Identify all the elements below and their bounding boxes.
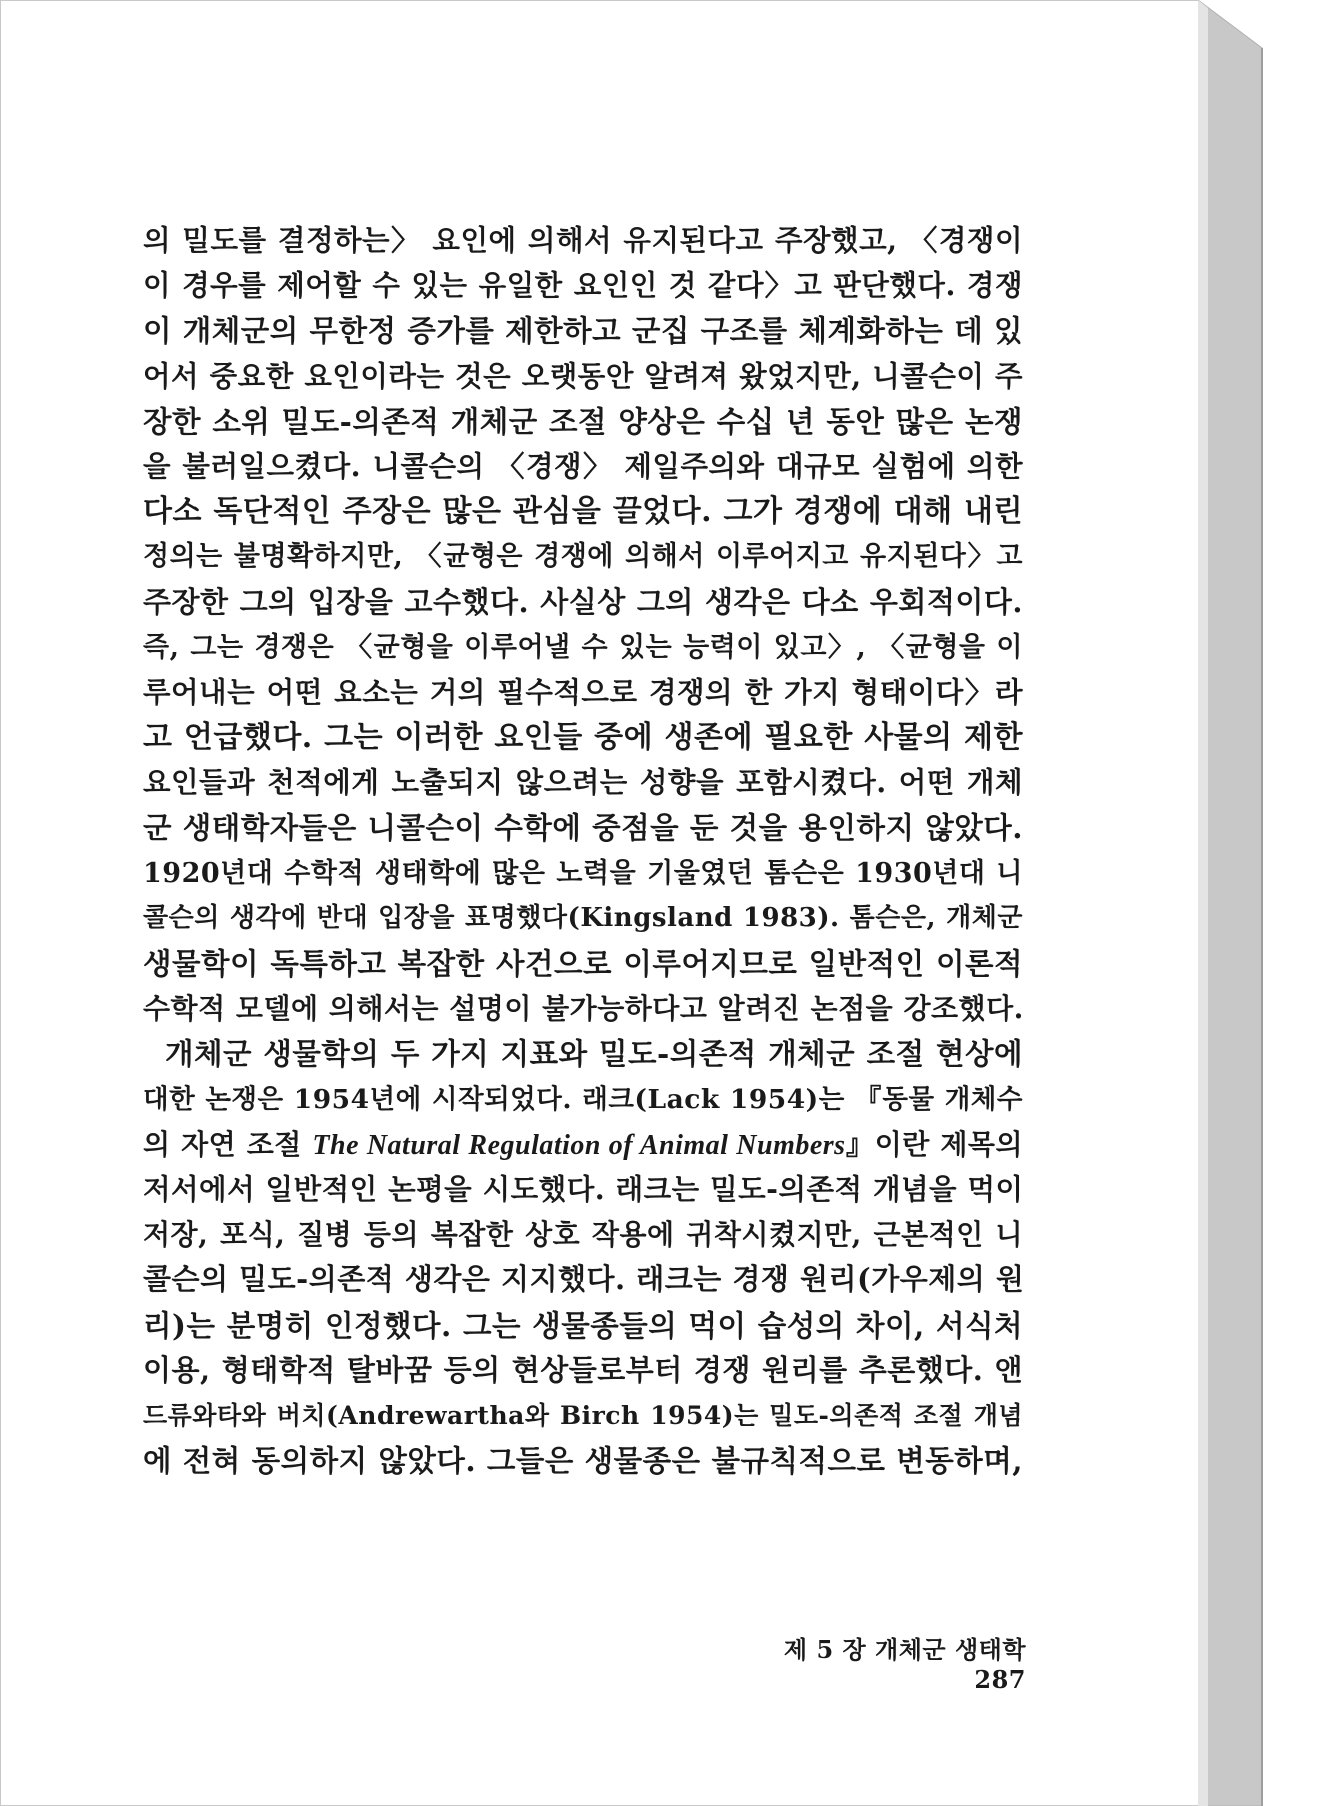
text-line: 콜슨의 생각에 반대 입장을 표명했다(Kingsland 1983). 톰슨은, 개체군 bbox=[143, 902, 1023, 933]
text-line: 이용, 형태학적 탈바꿈 등의 현상들로부터 경쟁 원리를 추론했다. 앤 bbox=[143, 1352, 1023, 1387]
text-line: 에 전혀 동의하지 않았다. 그들은 생물종은 불규칙적으로 변동하며, bbox=[143, 1443, 1023, 1479]
text-line: 주장한 그의 입장을 고수했다. 사실상 그의 생각은 다소 우회적이다. bbox=[143, 584, 1023, 619]
text-segment: 』이란 제목의 bbox=[845, 1127, 1023, 1161]
text-line: 정의는 불명확하지만, 〈균형은 경쟁에 의해서 이루어지고 유지된다〉고 bbox=[143, 541, 1023, 573]
text-line: 저서에서 일반적인 논평을 시도했다. 래크는 밀도-의존적 개념을 먹이 bbox=[143, 1171, 1024, 1206]
text-line: 1920년대 수학적 생태학에 많은 노력을 기울였던 톰슨은 1930년대 니 bbox=[143, 857, 1023, 889]
text-line: 수학적 모델에 의해서는 설명이 불가능하다고 알려진 논점을 강조했다. bbox=[143, 992, 1024, 1026]
page-number: 287 bbox=[974, 1665, 1026, 1694]
text-line: 다소 독단적인 주장은 많은 관심을 끌었다. 그가 경쟁에 대해 내린 bbox=[143, 494, 1023, 530]
text-line: 콜슨의 밀도-의존적 생각은 지지했다. 래크는 경쟁 원리(가우제의 원 bbox=[143, 1262, 1025, 1297]
text-line: 즉, 그는 경쟁은 〈균형을 이루어낼 수 있는 능력이 있고〉, 〈균형을 이 bbox=[143, 631, 1023, 663]
text-line: 리)는 분명히 인정했다. 그는 생물종들의 먹이 습성의 차이, 서식처 bbox=[143, 1307, 1023, 1343]
text-segment: 의 자연 조절 bbox=[143, 1127, 313, 1161]
paragraph-start-line: 개체군 생물학의 두 가지 지표와 밀도-의존적 개체군 조절 현상에 bbox=[165, 1036, 1023, 1072]
text-line: 이 경우를 제어할 수 있는 유일한 요인인 것 같다〉고 판단했다. 경쟁 bbox=[143, 268, 1023, 303]
body-text bbox=[143, 218, 1023, 1483]
text-line: 어서 중요한 요인이라는 것은 오랫동안 알려져 왔었지만, 니콜슨이 주 bbox=[143, 358, 1023, 393]
text-line: 군 생태학자들은 니콜슨이 수학에 중점을 둔 것을 용인하지 않았다. bbox=[143, 810, 1023, 846]
text-line: 생물학이 독특하고 복잡한 사건으로 이루어지므로 일반적인 이론적 bbox=[143, 946, 1023, 981]
text-line: 루어내는 어떤 요소는 거의 필수적으로 경쟁의 한 가지 형태이다〉라 bbox=[143, 674, 1023, 709]
text-line: 의 밀도를 결정하는〉 요인에 의해서 유지된다고 주장했고, 〈경쟁이 bbox=[143, 223, 1023, 257]
chapter-title: 제 5 장 개체군 생태학 bbox=[783, 1635, 1026, 1664]
text-line: 대한 논쟁은 1954년에 시작되었다. 래크(Lack 1954)는 『동물 개체수 bbox=[143, 1083, 1023, 1115]
book-title: The Natural Regulation of Animal Numbers bbox=[312, 1129, 846, 1161]
text-line: 드류와타와 버치(Andrewartha와 Birch 1954)는 밀도-의존적 조절 개념 bbox=[143, 1400, 1023, 1430]
text-line: 요인들과 천적에게 노출되지 않으려는 성향을 포함시켰다. 어떤 개체 bbox=[143, 765, 1023, 800]
page-footer bbox=[736, 1630, 1026, 1694]
text-line: 장한 소위 밀도-의존적 개체군 조절 양상은 수십 년 동안 많은 논쟁 bbox=[143, 403, 1023, 439]
text-line: 저장, 포식, 질병 등의 복잡한 상호 작용에 귀착시켰지만, 근본적인 니 bbox=[143, 1218, 1023, 1252]
text-line: 고 언급했다. 그는 이러한 요인들 중에 생존에 필요한 사물의 제한 bbox=[143, 720, 1023, 756]
text-line: 을 불러일으켰다. 니콜슨의 〈경쟁〉 제일주의와 대규모 실험에 의한 bbox=[143, 448, 1023, 483]
text-line-with-book-title bbox=[143, 1122, 1023, 1167]
text-line: 이 개체군의 무한정 증가를 제한하고 군집 구조를 체계화하는 데 있 bbox=[143, 313, 1023, 349]
